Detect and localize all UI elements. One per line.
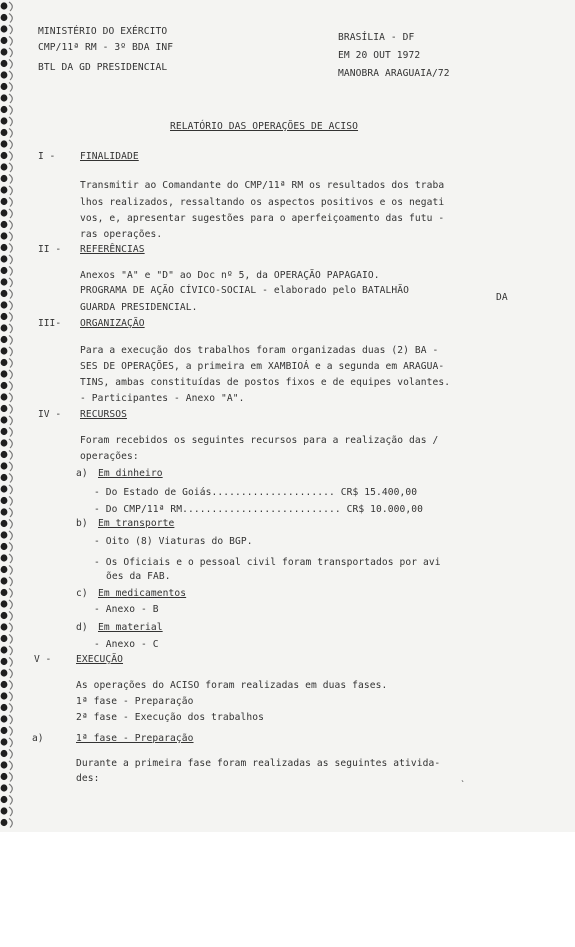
binding-hole — [1, 623, 8, 630]
spiral-binding-icon — [0, 0, 20, 832]
paragraph-line: TINS, ambas constituídas de postos fixos e de equipes volantes. — [80, 377, 451, 388]
item-line: - Oito (8) Viaturas do BGP. — [94, 536, 253, 547]
section-heading: FINALIDADE — [80, 151, 139, 162]
binding-hole — [1, 531, 8, 538]
binding-hole — [1, 370, 8, 377]
binding-hole — [1, 520, 8, 527]
paragraph-line: 1ª fase - Preparação — [76, 696, 194, 707]
binding-ring — [9, 221, 12, 230]
item-heading: Em material — [98, 622, 163, 633]
binding-hole — [1, 232, 8, 239]
binding-ring — [9, 117, 12, 126]
paragraph-line: vos, e, apresentar sugestões para o aperfeiçoamento das futu - — [80, 213, 445, 224]
binding-ring — [9, 784, 12, 793]
binding-hole — [1, 474, 8, 481]
binding-hole — [1, 382, 8, 389]
binding-hole — [1, 209, 8, 216]
item-label: a) — [76, 468, 88, 479]
binding-ring — [9, 727, 12, 736]
binding-hole — [1, 508, 8, 515]
binding-hole — [1, 324, 8, 331]
item-label: d) — [76, 622, 88, 633]
binding-ring — [9, 244, 12, 253]
binding-ring — [9, 37, 12, 46]
binding-ring — [9, 658, 12, 667]
paragraph-line: Transmitir ao Comandante do CMP/11ª RM os resultados dos traba — [80, 180, 445, 191]
binding-ring — [9, 623, 12, 632]
binding-ring — [9, 692, 12, 701]
binding-hole — [1, 669, 8, 676]
binding-ring — [9, 554, 12, 563]
binding-hole — [1, 497, 8, 504]
binding-hole — [1, 773, 8, 780]
paragraph-line: GUARDA PRESIDENCIAL. — [80, 302, 198, 313]
binding-ring — [9, 278, 12, 287]
binding-ring — [9, 416, 12, 425]
paragraph-line: Anexos "A" e "D" ao Doc nº 5, da OPERAÇÃO PAPAGAIO. — [80, 270, 380, 281]
binding-hole — [1, 543, 8, 550]
binding-hole — [1, 600, 8, 607]
binding-ring — [9, 750, 12, 759]
header-line: MINISTÉRIO DO EXÉRCITO — [38, 26, 168, 37]
section-number: V - — [34, 654, 52, 665]
blank-margin — [0, 832, 575, 947]
binding-hole — [1, 117, 8, 124]
binding-hole — [1, 796, 8, 803]
binding-hole — [1, 784, 8, 791]
binding-ring — [9, 129, 12, 138]
stray-mark: ˋ — [460, 780, 467, 791]
item-label: a) — [32, 733, 44, 744]
item-line: ões da FAB. — [106, 571, 171, 582]
binding-hole — [1, 2, 8, 9]
binding-ring — [9, 267, 12, 276]
binding-ring — [9, 209, 12, 218]
binding-ring — [9, 382, 12, 391]
binding-ring — [9, 520, 12, 529]
binding-ring — [9, 738, 12, 747]
binding-hole — [1, 554, 8, 561]
header-line: CMP/11ª RM - 3º BDA INF — [38, 42, 174, 53]
paragraph-line: Foram recebidos os seguintes recursos para a realização das / — [80, 435, 439, 446]
paragraph-line: lhos realizados, ressaltando os aspectos positivos e os negati — [80, 197, 445, 208]
binding-hole — [1, 577, 8, 584]
paragraph-line: 2ª fase - Execução dos trabalhos — [76, 712, 265, 723]
binding-hole — [1, 278, 8, 285]
binding-hole — [1, 681, 8, 688]
paragraph-line: Para a execução dos trabalhos foram organizadas duas (2) BA - — [80, 345, 439, 356]
binding-ring — [9, 186, 12, 195]
item-line: - Do Estado de Goiás..................... CR$ 15.400,00 — [94, 487, 418, 498]
binding-ring — [9, 589, 12, 598]
binding-ring — [9, 232, 12, 241]
binding-ring — [9, 163, 12, 172]
item-line: - Anexo - C — [94, 639, 159, 650]
binding-hole — [1, 290, 8, 297]
binding-ring — [9, 474, 12, 483]
binding-hole — [1, 612, 8, 619]
binding-ring — [9, 405, 12, 414]
binding-ring — [9, 393, 12, 402]
section-number: I - — [38, 151, 56, 162]
binding-ring — [9, 60, 12, 69]
binding-ring — [9, 255, 12, 264]
binding-ring — [9, 497, 12, 506]
binding-hole — [1, 60, 8, 67]
binding-hole — [1, 83, 8, 90]
item-line: - Os Oficiais e o pessoal civil foram transportados por avi — [94, 557, 441, 568]
binding-hole — [1, 48, 8, 55]
binding-ring — [9, 508, 12, 517]
binding-ring — [9, 25, 12, 34]
item-heading: 1ª fase - Preparação — [76, 733, 194, 744]
binding-hole — [1, 462, 8, 469]
binding-ring — [9, 819, 12, 828]
binding-hole — [1, 704, 8, 711]
binding-hole — [1, 37, 8, 44]
binding-ring — [9, 635, 12, 644]
binding-hole — [1, 71, 8, 78]
paragraph-line: DA — [496, 292, 508, 303]
binding-hole — [1, 727, 8, 734]
binding-hole — [1, 485, 8, 492]
document-title: RELATÓRIO DAS OPERAÇÕES DE ACISO — [170, 121, 359, 132]
binding-ring — [9, 290, 12, 299]
binding-hole — [1, 336, 8, 343]
binding-hole — [1, 140, 8, 147]
binding-hole — [1, 198, 8, 205]
header-operation: MANOBRA ARAGUAIA/72 — [338, 68, 450, 79]
section-heading: RECURSOS — [80, 409, 128, 420]
paragraph-line: operações: — [80, 451, 139, 462]
binding-ring — [9, 370, 12, 379]
binding-hole — [1, 405, 8, 412]
binding-hole — [1, 14, 8, 21]
binding-hole — [1, 25, 8, 32]
binding-ring — [9, 577, 12, 586]
paragraph-line: Durante a primeira fase foram realizadas as seguintes ativida- — [76, 758, 441, 769]
binding-hole — [1, 416, 8, 423]
binding-ring — [9, 359, 12, 368]
item-heading: Em dinheiro — [98, 468, 163, 479]
binding-hole — [1, 428, 8, 435]
binding-hole — [1, 313, 8, 320]
binding-hole — [1, 819, 8, 826]
binding-hole — [1, 715, 8, 722]
binding-hole — [1, 221, 8, 228]
binding-ring — [9, 152, 12, 161]
binding-ring — [9, 106, 12, 115]
binding-ring — [9, 313, 12, 322]
binding-ring — [9, 439, 12, 448]
binding-hole — [1, 761, 8, 768]
binding-hole — [1, 152, 8, 159]
item-label: b) — [76, 518, 88, 529]
item-heading: Em transporte — [98, 518, 175, 529]
binding-hole — [1, 255, 8, 262]
binding-ring — [9, 2, 12, 11]
binding-hole — [1, 646, 8, 653]
binding-ring — [9, 14, 12, 23]
binding-ring — [9, 198, 12, 207]
paragraph-line: - Participantes - Anexo "A". — [80, 393, 245, 404]
binding-ring — [9, 807, 12, 816]
binding-hole — [1, 94, 8, 101]
binding-hole — [1, 359, 8, 366]
item-heading: Em medicamentos — [98, 588, 187, 599]
binding-ring — [9, 336, 12, 345]
binding-hole — [1, 267, 8, 274]
binding-hole — [1, 347, 8, 354]
binding-hole — [1, 692, 8, 699]
paragraph-line: As operações do ACISO foram realizadas em duas fases. — [76, 680, 388, 691]
binding-ring — [9, 83, 12, 92]
header-line: BTL DA GD PRESIDENCIAL — [38, 62, 168, 73]
binding-ring — [9, 324, 12, 333]
binding-ring — [9, 94, 12, 103]
header-date: EM 20 OUT 1972 — [338, 50, 421, 61]
binding-hole — [1, 244, 8, 251]
binding-hole — [1, 807, 8, 814]
binding-hole — [1, 163, 8, 170]
item-label: c) — [76, 588, 88, 599]
binding-ring — [9, 600, 12, 609]
binding-ring — [9, 681, 12, 690]
binding-hole — [1, 393, 8, 400]
paragraph-line: SES DE OPERAÇÕES, a primeira em XAMBIOÁ e a segunda em ARAGUA- — [80, 361, 445, 372]
binding-hole — [1, 186, 8, 193]
binding-ring — [9, 428, 12, 437]
binding-ring — [9, 566, 12, 575]
item-line: - Do CMP/11ª RM........................... CR$ 10.000,00 — [94, 504, 424, 515]
paragraph-line: des: — [76, 773, 100, 784]
binding-hole — [1, 129, 8, 136]
binding-ring — [9, 301, 12, 310]
binding-ring — [9, 531, 12, 540]
binding-ring — [9, 71, 12, 80]
binding-hole — [1, 635, 8, 642]
binding-hole — [1, 750, 8, 757]
section-heading: ORGANIZAÇÃO — [80, 318, 145, 329]
binding-ring — [9, 485, 12, 494]
binding-ring — [9, 715, 12, 724]
binding-ring — [9, 347, 12, 356]
header-place: BRASÍLIA - DF — [338, 32, 415, 43]
binding-hole — [1, 738, 8, 745]
binding-ring — [9, 646, 12, 655]
binding-ring — [9, 543, 12, 552]
binding-hole — [1, 106, 8, 113]
binding-ring — [9, 48, 12, 57]
binding-hole — [1, 566, 8, 573]
paragraph-line: ras operações. — [80, 229, 163, 240]
section-number: IV - — [38, 409, 62, 420]
section-number: III- — [38, 318, 62, 329]
section-number: II - — [38, 244, 62, 255]
binding-ring — [9, 175, 12, 184]
binding-ring — [9, 669, 12, 678]
binding-ring — [9, 140, 12, 149]
binding-ring — [9, 796, 12, 805]
binding-ring — [9, 704, 12, 713]
binding-ring — [9, 612, 12, 621]
binding-hole — [1, 589, 8, 596]
binding-hole — [1, 658, 8, 665]
binding-ring — [9, 773, 12, 782]
section-heading: EXECUÇÃO — [76, 654, 124, 665]
binding-ring — [9, 451, 12, 460]
binding-hole — [1, 301, 8, 308]
item-line: - Anexo - B — [94, 604, 159, 615]
binding-ring — [9, 761, 12, 770]
binding-hole — [1, 175, 8, 182]
paragraph-line: PROGRAMA DE AÇÃO CÍVICO-SOCIAL - elaborado pelo BATALHÃO — [80, 285, 410, 296]
binding-hole — [1, 439, 8, 446]
binding-ring — [9, 462, 12, 471]
section-heading: REFERÊNCIAS — [80, 244, 145, 255]
binding-hole — [1, 451, 8, 458]
